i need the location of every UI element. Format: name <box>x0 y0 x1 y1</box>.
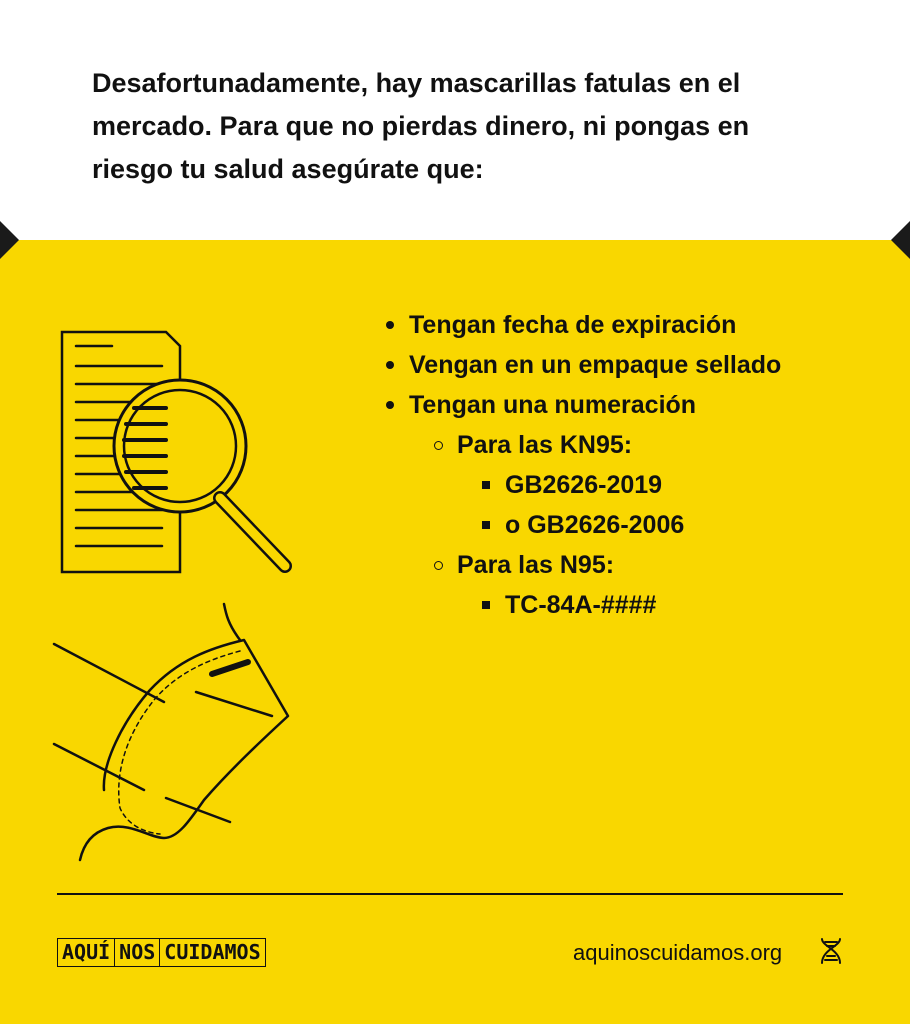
list-item-text: Vengan en un empaque sellado <box>409 351 782 379</box>
website-link[interactable]: aquinoscuidamos.org <box>573 940 783 965</box>
bullet-circle-icon <box>434 441 443 450</box>
sublist-item-text: Para las N95: <box>457 551 615 579</box>
intro-line: mercado. Para que no pierdas dinero, ni pongas en <box>92 111 750 141</box>
document-magnifier-icon <box>62 332 285 572</box>
bullet-circle-icon <box>434 561 443 570</box>
sublist-item-text: Para las KN95: <box>457 431 633 459</box>
bullet-square-icon <box>482 521 490 529</box>
list-item-text: Tengan fecha de expiración <box>409 311 737 339</box>
face-mask-icon <box>54 604 288 860</box>
code-text: GB2626-2019 <box>505 471 663 499</box>
checklist <box>386 305 886 625</box>
code-item <box>386 505 886 545</box>
sublist-item-kn95 <box>386 425 886 465</box>
dna-icon <box>816 936 846 966</box>
list-item <box>386 305 886 345</box>
code-text: TC-84A-#### <box>505 591 657 619</box>
bullet-square-icon <box>482 481 490 489</box>
brand-word: NOS <box>114 939 159 966</box>
brand-word: AQUÍ <box>62 940 111 964</box>
list-item <box>386 345 886 385</box>
list-item <box>386 385 886 425</box>
code-item <box>386 585 886 625</box>
bullet-square-icon <box>482 601 490 609</box>
code-text: o GB2626-2006 <box>505 511 685 539</box>
sublist-item-n95 <box>386 545 886 585</box>
bullet-disc-icon <box>386 321 394 329</box>
list-item-text: Tengan una numeración <box>409 391 697 419</box>
intro-text <box>92 62 812 191</box>
code-item <box>386 465 886 505</box>
brand-word: CUIDAMOS <box>159 939 264 966</box>
bullet-disc-icon <box>386 361 394 369</box>
bullet-disc-icon <box>386 401 394 409</box>
footer-divider <box>57 893 843 895</box>
intro-line: Desafortunadamente, hay mascarillas fatulas en el <box>92 68 741 98</box>
brand-wordmark <box>57 938 266 967</box>
intro-line: riesgo tu salud asegúrate que: <box>92 154 484 184</box>
top-section <box>0 0 910 240</box>
illustration <box>0 240 360 880</box>
corner-marker-right <box>891 221 910 259</box>
